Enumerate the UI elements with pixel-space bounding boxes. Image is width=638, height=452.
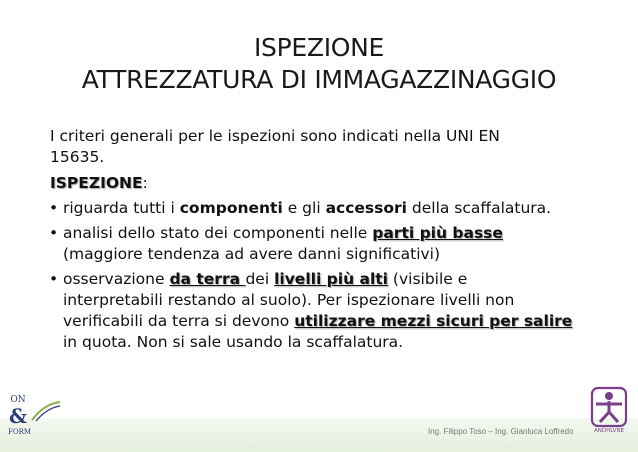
logo-ampersand: & bbox=[8, 404, 28, 428]
bullet-marker: • bbox=[49, 224, 59, 242]
logo-text-top: ON bbox=[10, 395, 26, 405]
intro-paragraph bbox=[50, 126, 610, 168]
logo-text-bottom: FORM bbox=[8, 428, 32, 436]
bullet-item-components bbox=[50, 198, 610, 219]
slide-body bbox=[50, 126, 610, 353]
bullet-text: analisi dello stato dei componenti nelle bbox=[63, 224, 373, 242]
bullet-text: della scaffalatura. bbox=[406, 199, 552, 217]
bullet-item-lower-parts bbox=[50, 223, 610, 265]
bullet-text: dei bbox=[245, 270, 275, 288]
figure-logo-icon bbox=[586, 386, 632, 428]
andhlvne-logo bbox=[586, 386, 632, 442]
bullet-text: riguarda tutti i bbox=[63, 199, 180, 217]
bullet-item-ground-observation bbox=[50, 269, 610, 353]
section-heading-colon: : bbox=[142, 174, 148, 192]
bullet-text-line-2: (maggiore tendenza ad avere danni significativi) bbox=[63, 245, 441, 263]
bullet-text: (visibile e bbox=[388, 270, 468, 288]
logo-name: ANDHLVNE bbox=[593, 428, 625, 434]
title-line-1: ISPEZIONE bbox=[253, 33, 385, 62]
keyword-parti-piu-basse: parti più basse bbox=[372, 224, 503, 242]
bullet-text-line-2: interpretabili restando al suolo). Per ispezionare livelli non bbox=[63, 291, 515, 309]
keyword-livelli-piu-alti: livelli più alti bbox=[274, 270, 388, 288]
section-heading-text: ISPEZIONE bbox=[50, 174, 143, 192]
keyword-componenti: componenti bbox=[179, 199, 283, 217]
swoosh-icon bbox=[30, 400, 62, 422]
section-heading bbox=[50, 173, 610, 194]
bullet-text-line-4: in quota. Non si sale usando la scaffalatura. bbox=[63, 333, 404, 351]
intro-line-1: I criteri generali per le ispezioni sono indicati nella UNI EN bbox=[50, 127, 500, 145]
bullet-text: osservazione bbox=[63, 270, 170, 288]
bullet-text: e gli bbox=[282, 199, 326, 217]
slide-title bbox=[0, 32, 638, 96]
bullet-marker: • bbox=[49, 199, 59, 217]
bullet-marker: • bbox=[49, 270, 59, 288]
footer-credits: Ing. Filippo Toso – Ing. Gianluca Loffredo bbox=[428, 427, 574, 436]
onform-logo bbox=[6, 392, 66, 446]
keyword-mezzi-sicuri: utilizzare mezzi sicuri per salire bbox=[294, 312, 573, 330]
keyword-da-terra: da terra bbox=[169, 270, 246, 288]
keyword-accessori: accessori bbox=[325, 199, 407, 217]
bullet-text-line-3: verificabili da terra si devono bbox=[63, 312, 295, 330]
title-line-2: ATTREZZATURA DI IMMAGAZZINAGGIO bbox=[81, 65, 557, 94]
intro-line-2: 15635. bbox=[50, 148, 105, 166]
